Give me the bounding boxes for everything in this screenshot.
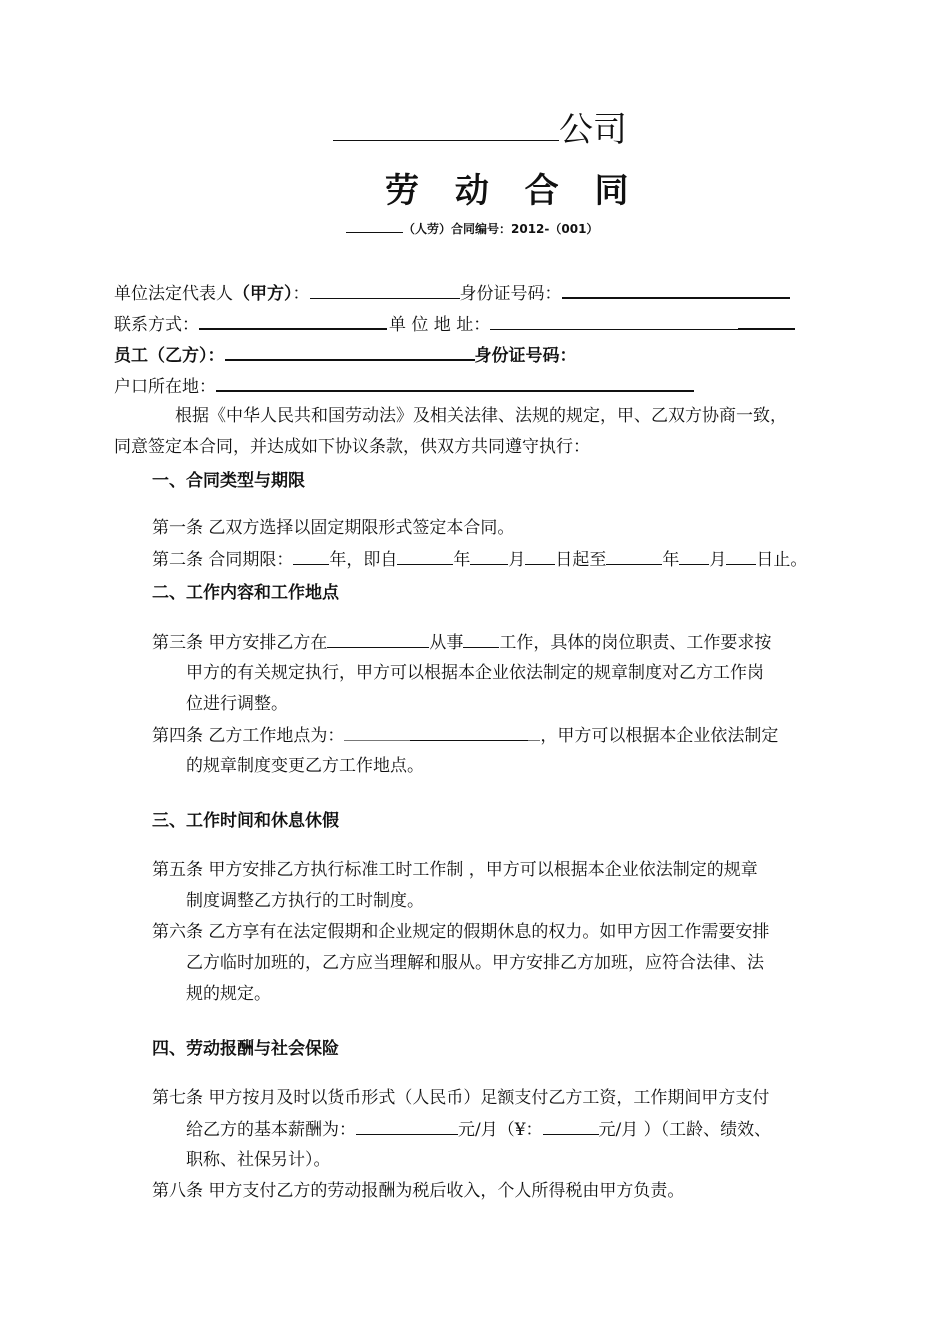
address-blank xyxy=(490,312,738,330)
start-year-blank xyxy=(397,547,453,565)
article-2-year: 年，即自 xyxy=(329,550,398,570)
article-3-line-2: 甲方的有关规定执行，甲方可以根据本企业依法制定的规章制度对乙方工作岗 xyxy=(186,663,764,683)
company-suffix: 公司 xyxy=(559,110,627,150)
employee-name-blank xyxy=(225,342,475,361)
section-heading-2: 二、工作内容和工作地点 xyxy=(152,583,339,603)
article-3-line-1 xyxy=(152,630,771,655)
section-heading-1: 一、合同类型与期限 xyxy=(152,471,305,491)
employer-rep-label: 单位法定代表人 xyxy=(114,284,233,304)
article-5-line-2: 制度调整乙方执行的工时制度。 xyxy=(186,891,424,911)
article-5-line-1: 第五条 甲方安排乙方执行标准工时工作制 ，甲方可以根据本企业依法制定的规章 xyxy=(152,860,758,880)
work-location-blank-c xyxy=(528,723,540,741)
article-6-line-1: 第六条 乙方享有在法定假期和企业规定的假期休息的权力。如甲方因工作需要安排 xyxy=(152,922,770,942)
end-label: 日止。 xyxy=(756,550,808,570)
section-heading-4: 四、劳动报酬与社会保险 xyxy=(152,1039,339,1059)
colon: ： xyxy=(292,284,310,304)
article-3-rest: 工作，具体的岗位职责、工作要求按 xyxy=(499,633,772,653)
work-location-blank-a xyxy=(344,723,410,741)
contract-number-text: （人劳）合同编号：2012-（001） xyxy=(403,222,599,236)
start-day-blank xyxy=(525,547,555,565)
hukou-row xyxy=(114,373,694,399)
company-name-blank xyxy=(333,108,559,141)
from-label: 日起至 xyxy=(555,550,607,570)
salary-unit-2: 元/月 ）（工龄、绩效、 xyxy=(598,1120,772,1140)
article-7-line-3: 职称、社保另计）。 xyxy=(186,1150,331,1170)
employee-id-label: 身份证号码： xyxy=(474,346,577,366)
intro-line-2: 同意签定本合同，并达成如下协议条款，供双方共同遵守执行： xyxy=(114,437,590,457)
section-heading-3: 三、工作时间和休息休假 xyxy=(152,811,339,831)
article-2-label: 第二条 合同期限： xyxy=(152,550,294,570)
article-4-line-1 xyxy=(152,723,778,748)
salary-unit-1: 元/月（¥： xyxy=(458,1120,543,1140)
year-label-2: 年 xyxy=(662,550,680,570)
employee-label: 员工（乙方）： xyxy=(114,346,225,366)
employee-row xyxy=(114,342,577,368)
article-6-line-2: 乙方临时加班的，乙方应当理解和服从。甲方安排乙方加班，应符合法律、法 xyxy=(186,953,764,973)
intro-line-1: 根据《中华人民共和国劳动法》及相关法律、法规的规定，甲、乙双方协商一致， xyxy=(175,406,787,426)
document-title: 劳 动 合 同 xyxy=(385,171,641,211)
base-salary-blank xyxy=(356,1117,458,1135)
article-4-line-2: 的规章制度变更乙方工作地点。 xyxy=(186,756,424,776)
employer-tag: （甲方） xyxy=(233,284,293,304)
article-1: 第一条 乙双方选择以固定期限形式签定本合同。 xyxy=(152,518,515,538)
contact-row xyxy=(114,311,795,337)
article-7-line-1: 第七条 甲方按月及时以货币形式（人民币）足额支付乙方工资，工作期间甲方支付 xyxy=(152,1088,770,1108)
month-label-2: 月 xyxy=(709,550,727,570)
job-blank xyxy=(463,630,499,648)
contact-blank xyxy=(199,311,387,330)
company-name-line xyxy=(333,102,627,151)
engaged-label: 从事 xyxy=(429,633,464,653)
contract-number xyxy=(346,220,598,237)
article-7-line-2 xyxy=(186,1117,771,1142)
employer-id-label: 身份证号码： xyxy=(459,284,562,304)
employer-rep-blank xyxy=(310,281,460,299)
base-salary-label: 给乙方的基本薪酬为： xyxy=(186,1120,356,1140)
work-location-blank-b xyxy=(410,723,528,741)
contact-label: 联系方式： xyxy=(114,315,199,335)
contract-prefix-blank xyxy=(346,220,403,233)
article-4-rest: ，甲方可以根据本企业依法制定 xyxy=(540,726,779,746)
employer-row xyxy=(114,280,790,306)
address-label: 单 位 地 址： xyxy=(389,315,491,335)
end-day-blank xyxy=(726,547,756,565)
end-month-blank xyxy=(679,547,709,565)
article-3-label: 第三条 甲方安排乙方在 xyxy=(152,633,328,653)
article-8: 第八条 甲方支付乙方的劳动报酬为税后收入，个人所得税由甲方负责。 xyxy=(152,1181,685,1201)
article-3-line-3: 位进行调整。 xyxy=(186,694,288,714)
hukou-blank xyxy=(216,373,694,392)
year-label: 年 xyxy=(453,550,471,570)
employer-id-blank xyxy=(562,280,790,299)
end-year-blank xyxy=(606,547,662,565)
department-blank xyxy=(327,630,429,648)
article-6-line-3: 规的规定。 xyxy=(186,984,271,1004)
hukou-label: 户口所在地： xyxy=(114,377,216,397)
address-blank-end xyxy=(738,311,795,330)
month-label: 月 xyxy=(508,550,526,570)
term-years-blank xyxy=(293,547,329,565)
start-month-blank xyxy=(470,547,508,565)
article-2 xyxy=(152,547,807,572)
article-4-label: 第四条 乙方工作地点为： xyxy=(152,726,345,746)
salary-amount-blank xyxy=(543,1117,599,1135)
